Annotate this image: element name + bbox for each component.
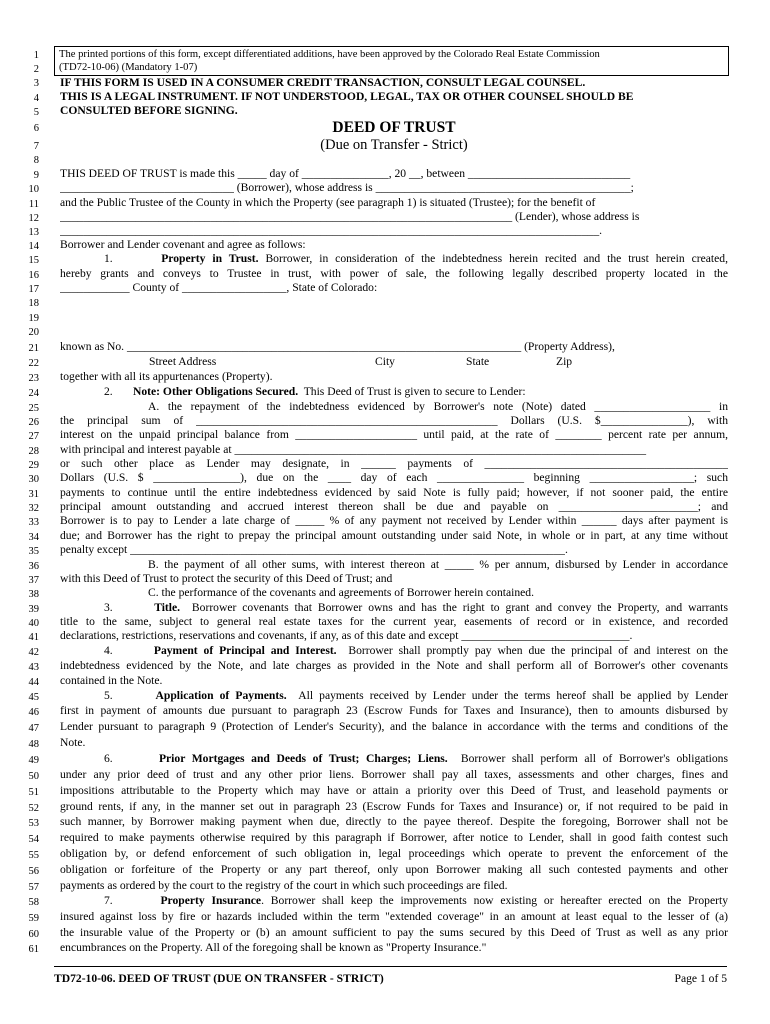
line-52: ground rents, if any, in the manner set out in paragraph 23 (Escrow Funds for Taxes and Insurance) or, if not required to be paid in xyxy=(60,800,728,813)
line-number: 54 xyxy=(28,834,39,845)
line-number: 55 xyxy=(28,850,39,861)
paragraph-number: 4. xyxy=(104,644,113,657)
line-number: 60 xyxy=(28,929,39,940)
line-46: first in payment of amounts due pursuant to paragraph 23 (Escrow Funds for Taxes and Insurance), then to amounts disbursed by xyxy=(60,704,728,717)
line-number: 57 xyxy=(28,882,39,893)
line-56: obligation or forfeiture of the Property or any part thereof, only upon Borrower making all such contested payments and other xyxy=(60,863,728,876)
line-number: 53 xyxy=(28,818,39,829)
line-41: declarations, restrictions, reservations and covenants, if any, as of this date and except _____________________________. xyxy=(60,629,633,642)
line-number: 31 xyxy=(28,489,39,500)
line-number: 1 xyxy=(33,50,39,61)
line-number: 28 xyxy=(28,446,39,457)
line-number: 20 xyxy=(28,327,39,338)
paragraph-7-heading-line xyxy=(60,894,728,907)
paragraph-4-heading-line xyxy=(60,644,728,657)
paragraph-3-heading-line xyxy=(60,601,728,614)
paragraph-text: . Borrower shall keep the improvements now existing or hereafter erected on the Property xyxy=(261,894,728,907)
paragraph-number: 6. xyxy=(104,752,113,765)
line-33: Borrower is to pay to Lender a late charge of _____ % of any payment not received by Lender within ______ days after payment is xyxy=(60,514,728,527)
line-number: 18 xyxy=(28,298,39,309)
line-36: B. the payment of all other sums, with interest thereon at _____ % per annum, disbursed by Lender in accordance xyxy=(148,558,728,571)
line-59: insured against loss by fire or hazards included within the term "extended coverage" in an amount at least equal to the lesser of (a) xyxy=(60,910,728,923)
paragraph-heading: Title. xyxy=(154,601,181,614)
line-21: known as No. ____________________________________________________________________ (Property Address), xyxy=(60,340,615,353)
line-number: 35 xyxy=(28,546,39,557)
line-47: Lender pursuant to paragraph 9 (Protection of Lender's Security), and the balance in accordance with the terms and conditions of the xyxy=(60,720,728,733)
line-number: 40 xyxy=(28,618,39,629)
line-number: 44 xyxy=(28,677,39,688)
line-number: 22 xyxy=(28,358,39,369)
line-number: 45 xyxy=(28,692,39,703)
line-61: encumbrances on the Property. All of the foregoing shall be known as "Property Insurance." xyxy=(60,941,487,954)
line-number: 23 xyxy=(28,373,39,384)
line-number: 4 xyxy=(33,93,39,104)
line-number: 9 xyxy=(33,170,39,181)
line-number: 56 xyxy=(28,866,39,877)
line-number: 49 xyxy=(28,755,39,766)
line-number: 13 xyxy=(28,227,39,238)
street-address-label: Street Address xyxy=(149,355,217,368)
city-label: City xyxy=(375,355,395,368)
paragraph-number: 1. xyxy=(104,252,113,265)
warning-line3: CONSULTED BEFORE SIGNING. xyxy=(60,104,238,117)
line-number: 3 xyxy=(33,78,39,89)
line-number: 11 xyxy=(28,199,39,210)
line-number: 51 xyxy=(28,787,39,798)
paragraph-text: Borrower covenants that Borrower owns and has the right to grant and convey the Property, and warrants xyxy=(191,601,728,614)
line-number: 21 xyxy=(28,343,39,354)
paragraph-heading: Prior Mortgages and Deeds of Trust; Charges; Liens. xyxy=(158,752,448,765)
warning-line2: THIS IS A LEGAL INSTRUMENT. IF NOT UNDERSTOOD, LEGAL, TAX OR OTHER COUNSEL SHOULD BE xyxy=(60,90,634,103)
line-35: penalty except ___________________________________________________________________________. xyxy=(60,543,568,556)
line-number: 19 xyxy=(28,313,39,324)
paragraph-number: 3. xyxy=(104,601,113,614)
line-number: 39 xyxy=(28,604,39,615)
paragraph-text: All payments received by Lender under the terms hereof shall be applied by Lender xyxy=(298,689,728,702)
line-11: and the Public Trustee of the County in which the Property (see paragraph 1) is situated (Trustee); for the benefit of xyxy=(60,196,596,209)
line-13: _____________________________________________________________________________________________. xyxy=(60,224,603,237)
line-number: 41 xyxy=(28,632,39,643)
paragraph-6-heading-line xyxy=(60,752,728,765)
line-number: 50 xyxy=(28,771,39,782)
line-54: required to make payments otherwise required by this paragraph if Borrower, after notice to Lender, shall in good faith contest such xyxy=(60,831,728,844)
line-number: 29 xyxy=(28,460,39,471)
paragraph-1-heading-line xyxy=(60,252,728,265)
paragraph-5-heading-line xyxy=(60,689,728,702)
line-number: 24 xyxy=(28,388,39,399)
line-14: Borrower and Lender covenant and agree as follows: xyxy=(60,238,306,251)
paragraph-text: Borrower, in consideration of the indebtedness herein recited and the trust herein created, xyxy=(265,252,728,265)
line-number: 27 xyxy=(28,431,39,442)
line-number: 2 xyxy=(33,64,39,75)
line-28: with principal and interest payable at _______________________________________________________________________ xyxy=(60,443,647,456)
paragraph-number: 5. xyxy=(104,689,113,702)
line-number: 5 xyxy=(33,107,39,118)
line-25: A. the repayment of the indebtedness evidenced by Borrower's note (Note) dated ____________________ in xyxy=(148,400,728,413)
paragraph-number: 2. xyxy=(104,385,113,398)
line-number: 38 xyxy=(28,589,39,600)
line-26: the principal sum of ____________________________________________________ Dollars (U.S. $_______________), with xyxy=(60,414,728,427)
paragraph-text: This Deed of Trust is given to secure to Lender: xyxy=(303,385,526,398)
line-9: THIS DEED OF TRUST is made this _____ day of _______________, 20 __, between ____________________________ xyxy=(60,167,631,180)
paragraph-text: Borrower shall promptly pay when due the principal of and interest on the xyxy=(348,644,728,657)
paragraph-2-heading-line xyxy=(60,385,728,398)
line-number: 48 xyxy=(28,739,39,750)
commission-notice-line1: The printed portions of this form, except differentiated additions, have been approved by the Colorado Real Estate Commission xyxy=(59,49,600,60)
line-27: interest on the unpaid principal balance from _____________________ until paid, at the rate of ________ percent rate per annum, xyxy=(60,428,728,441)
line-number: 17 xyxy=(28,284,39,295)
paragraph-text: Borrower shall perform all of Borrower's obligations xyxy=(460,752,728,765)
line-31: payments to continue until the entire indebtedness evidenced by said Note is fully paid; however, if not sooner paid, the entire xyxy=(60,486,728,499)
line-number: 42 xyxy=(28,647,39,658)
line-40: title to the same, subject to general real estate taxes for the current year, easements of record or in existence, and recorded xyxy=(60,615,728,628)
line-number: 12 xyxy=(28,213,39,224)
line-number: 7 xyxy=(33,141,39,152)
state-label: State xyxy=(466,355,490,368)
footer-divider xyxy=(54,966,727,967)
line-48: Note. xyxy=(60,736,86,749)
line-44: contained in the Note. xyxy=(60,674,163,687)
line-37: with this Deed of Trust to protect the security of this Deed of Trust; and xyxy=(60,572,393,585)
paragraph-heading: Property in Trust. xyxy=(161,252,259,265)
line-number: 43 xyxy=(28,662,39,673)
line-50: under any prior deed of trust and any other prior liens. Borrower shall pay all taxes, assessments and other charges, fines and xyxy=(60,768,728,781)
paragraph-heading: Payment of Principal and Interest. xyxy=(153,644,337,657)
line-number: 58 xyxy=(28,897,39,908)
line-16: hereby grants and conveys to Trustee in trust, with power of sale, the following legally described property located in the xyxy=(60,267,728,280)
line-number: 10 xyxy=(28,184,39,195)
line-34: due; and Borrower has the right to prepay the principal amount outstanding under said Note, in whole or in part, at any time without xyxy=(60,529,728,542)
line-32: principal amount outstanding and accrued interest thereon shall be due and payable on ________________________; and xyxy=(60,500,728,513)
paragraph-number: 7. xyxy=(104,894,113,907)
document-subtitle: (Due on Transfer - Strict) xyxy=(320,137,468,153)
line-number: 25 xyxy=(28,403,39,414)
line-23: together with all its appurtenances (Property). xyxy=(60,370,273,383)
line-43: indebtedness evidenced by the Note, and late charges as provided in the Note and shall perform all of Borrower's other covenants xyxy=(60,659,728,672)
line-12: ______________________________________________________________________________ (Lender), whose address is xyxy=(60,210,640,223)
line-57: payments as ordered by the court to the registry of the court in which such proceedings are filed. xyxy=(60,879,508,892)
footer-form-id: TD72-10-06. DEED OF TRUST (DUE ON TRANSFER - STRICT) xyxy=(54,972,384,985)
document-title: DEED OF TRUST xyxy=(332,119,456,136)
line-60: the insurable value of the Property or (b) an amount sufficient to pay the sums secured by this Deed of Trust as well as any prior xyxy=(60,926,728,939)
line-51: impositions attributable to the Property which may have or attain a priority over this Deed of Trust, and leasehold payments or xyxy=(60,784,728,797)
line-29: or such other place as Lender may designate, in ______ payments of __________________________________________ xyxy=(60,457,728,470)
line-number: 30 xyxy=(28,474,39,485)
paragraph-heading: Property Insurance xyxy=(160,894,262,907)
warning-line1: IF THIS FORM IS USED IN A CONSUMER CREDIT TRANSACTION, CONSULT LEGAL COUNSEL. xyxy=(60,76,586,89)
line-17: ____________ County of __________________, State of Colorado: xyxy=(60,281,378,294)
paragraph-heading: Application of Payments. xyxy=(155,689,287,702)
line-number: 16 xyxy=(28,270,39,281)
address-labels-line xyxy=(60,355,728,369)
line-55: obligation by, or defend enforcement of such obligation in, legal proceedings which operate to prevent the enforcement of the xyxy=(60,847,728,860)
line-10: ______________________________ (Borrower), whose address is ____________________________________________; xyxy=(60,181,634,194)
line-53: such manner, by Borrower making payment when due, directly to the payee thereof. Despite the foregoing, Borrower shall not be xyxy=(60,815,728,828)
line-number: 46 xyxy=(28,707,39,718)
line-number: 15 xyxy=(28,255,39,266)
line-number: 33 xyxy=(28,517,39,528)
line-number: 36 xyxy=(28,561,39,572)
line-number: 37 xyxy=(28,575,39,586)
line-number: 34 xyxy=(28,532,39,543)
line-number: 8 xyxy=(33,155,39,166)
line-number: 6 xyxy=(33,123,39,134)
paragraph-heading: Note: Other Obligations Secured. xyxy=(133,385,299,398)
line-number: 61 xyxy=(28,944,39,955)
line-number: 14 xyxy=(28,241,39,252)
line-number: 52 xyxy=(28,803,39,814)
commission-notice-line2: (TD72-10-06) (Mandatory 1-07) xyxy=(59,62,198,73)
line-number: 59 xyxy=(28,913,39,924)
zip-label: Zip xyxy=(556,355,573,368)
line-number: 32 xyxy=(28,503,39,514)
footer-page-number: Page 1 of 5 xyxy=(674,972,727,985)
line-38: C. the performance of the covenants and agreements of Borrower herein contained. xyxy=(148,586,534,599)
line-number: 26 xyxy=(28,417,39,428)
line-30: Dollars (U.S. $ _______________), due on the ____ day of each _______________ beginning __________________; such xyxy=(60,471,728,484)
line-number: 47 xyxy=(28,723,39,734)
